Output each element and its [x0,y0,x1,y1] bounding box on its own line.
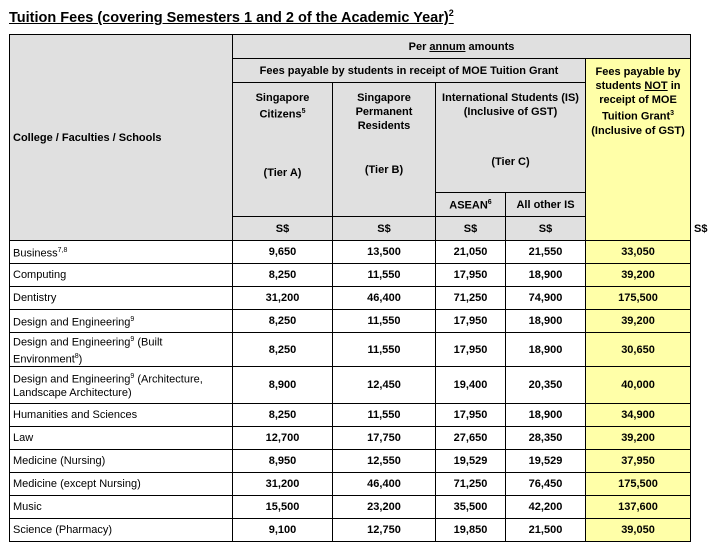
asean-header: ASEAN$^6$ [436,193,506,217]
table-row: Law 12,700 17,750 27,650 28,350 39,200 [10,427,691,450]
table-row: Design and Engineering$^9$ (Architecture, Landscape Architecture) 8,900 12,450 19,400 20,350 40,000 [10,367,691,404]
tier-b-label: (Tier B) [364,164,404,176]
page-title: Tuition Fees (covering Semesters 1 and 2 of the Academic Year)$^2$ [9,8,454,26]
table-row: Design and Engineering$^9$ (Built Environment$^8$) 8,250 11,550 17,950 18,900 30,650 [10,333,691,367]
currency-asean: S$ [436,217,506,241]
table-row: Humanities and Sciences 8,250 11,550 17,950 18,900 34,900 [10,404,691,427]
intl-header: International Students (IS) (Inclusive of GST) (Tier C) [436,83,586,193]
table-row: Design and Engineering$^9$ 8,250 11,550 17,950 18,900 39,200 [10,310,691,333]
tuition-fees-table: College / Faculties / Schools Per annum amounts Fees payable by students in receipt of MOE Tuition Grant Fees payable by students NOT in receipt of MOE Tuition Grant$^3$ (Inclusive of GST) Singapore Citizens$^5$ (Tier A) Singapore Permanent Residents (Tier B) International Students (IS) (Inclusive of GST) (Tier C) ASEAN$^6$ All other IS S$ S$ S$ S$ S$ Business$^{7,8}$ 9,650 13,500 21,050 21,550 33,050 Computing 8,250 11,550 17,950 18,900 39,200 Dentistry 31,200 46,400 71,250 74,900 175,500 Design and Engineering$^9$ 8,250 11,550 17,950 18,900 39,200 Design and Engineering$^9$ (Built Environment$^8$) 8,250 11,550 17,950 18,900 30,650 Design and Engineering$^9$ (Architecture, Landscape Architecture) 8,900 12,450 19,400 20,350 40,000 Humanities and Sciences 8,250 11,550 17,950 18,900 34,900 Law 12,700 17,750 27,650 28,350 39,200 Medicine (Nursing) 8,950 12,550 19,529 19,529 37,950 Medicine (except Nursing) 31,200 46,400 71,250 76,450 175,500 Music 15,500 23,200 35,500 42,200 137,600 Science (Pharmacy) 9,100 12,750 19,850 21,500 39,050 [9,34,691,542]
table-row: Dentistry 31,200 46,400 71,250 74,900 175,500 [10,287,691,310]
citizens-header: Singapore Citizens$^5$ (Tier A) [233,83,333,217]
tier-c-label: (Tier C) [491,156,530,168]
table-row: Medicine (except Nursing) 31,200 46,400 71,250 76,450 175,500 [10,473,691,496]
pr-header: Singapore Permanent Residents (Tier B) [333,83,436,217]
table-row: Computing 8,250 11,550 17,950 18,900 39,200 [10,264,691,287]
moe-grant-header: Fees payable by students in receipt of MOE Tuition Grant [233,59,586,83]
currency-other: S$ [506,217,586,241]
college-column-header: College / Faculties / Schools [10,35,233,241]
per-annum-header: Per annum amounts [233,35,691,59]
table-row: Business$^{7,8}$ 9,650 13,500 21,050 21,550 33,050 [10,241,691,264]
currency-b: S$ [333,217,436,241]
table-row: Science (Pharmacy) 9,100 12,750 19,850 21,500 39,050 [10,519,691,542]
table-row: Music 15,500 23,200 35,500 42,200 137,600 [10,496,691,519]
currency-a: S$ [233,217,333,241]
all-other-is-header: All other IS [506,193,586,217]
table-row: Medicine (Nursing) 8,950 12,550 19,529 19,529 37,950 [10,450,691,473]
non-grant-header: Fees payable by students NOT in receipt of MOE Tuition Grant$^3$ (Inclusive of GST) [586,59,691,241]
tier-a-label: (Tier A) [263,166,302,179]
